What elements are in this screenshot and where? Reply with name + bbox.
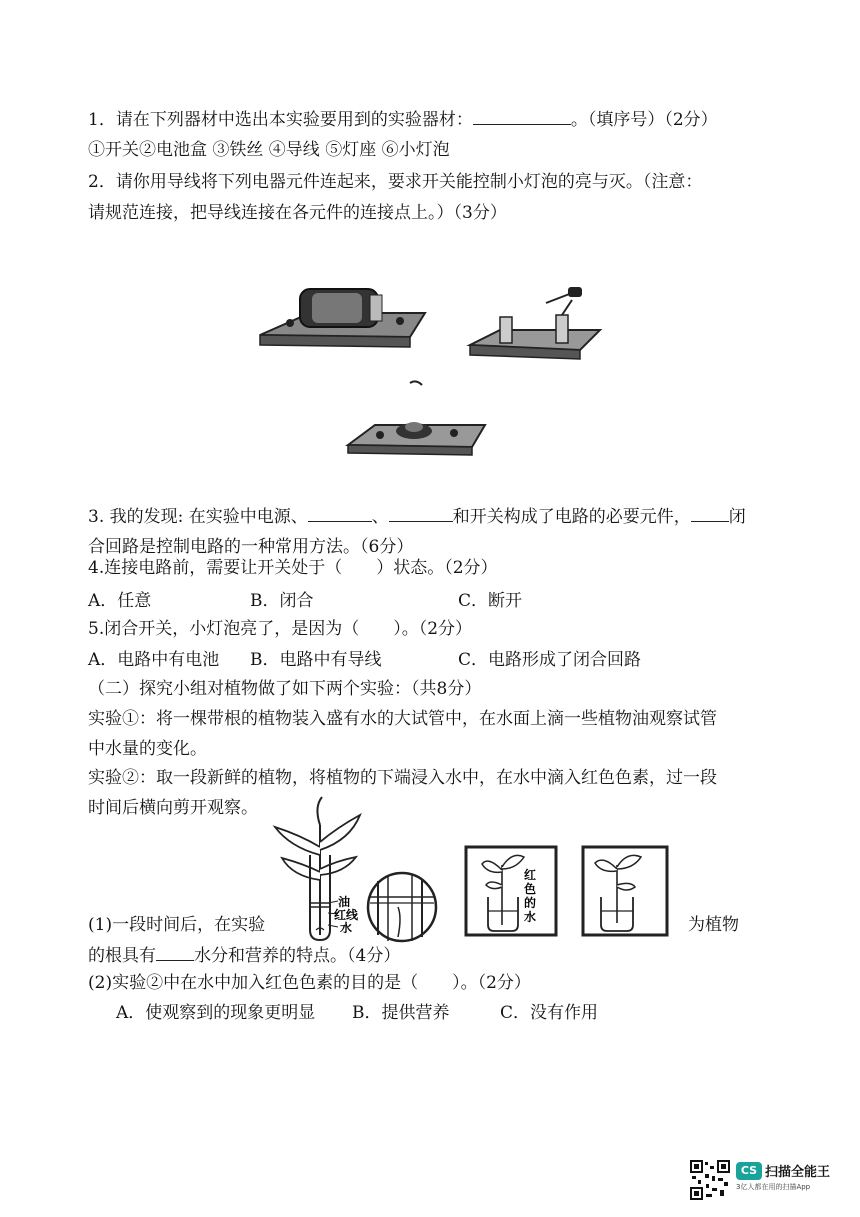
q1-points: 。（填序号）（2分）	[570, 110, 718, 130]
experiment2-vase-figure	[464, 845, 558, 937]
q1-line	[88, 106, 718, 132]
scanner-watermark	[736, 1160, 830, 1192]
sub1-text-c: 的根具有	[88, 946, 156, 966]
label-red-line: 红线	[334, 908, 359, 922]
q1-answer-blank[interactable]	[473, 106, 571, 125]
exp1-line2: 中水量的变化。	[88, 739, 207, 759]
sub2-stem: (2)实验②中在水中加入红色色素的目的是（ ）。（2分）	[88, 973, 531, 993]
q4-option-b[interactable]: B．闭合	[250, 591, 314, 611]
q2-line1: 2．请你用导线将下列电器元件连起来，要求开关能控制小灯泡的亮与灭。（注意：	[88, 172, 703, 192]
lamp-holder	[348, 422, 485, 455]
q3-blank-1[interactable]	[308, 503, 372, 522]
sub2-option-a[interactable]: A．使观察到的现象更明显	[116, 1003, 316, 1023]
scanner-name: 扫描全能王	[765, 1165, 831, 1180]
exp2-line1: 实验②：取一段新鲜的植物，将植物的下端浸入水中，在水中滴入红色色素，过一段	[88, 768, 717, 788]
q5-option-c[interactable]: C．电路形成了闭合回路	[458, 650, 642, 670]
q2-line2: 请规范连接，把导线连接在各元件的连接点上。）（3分）	[88, 203, 507, 223]
q5-stem: 5.闭合开关，小灯泡亮了，是因为（ ）。（2分）	[88, 619, 473, 639]
exp2-line2: 时间后横向剪开观察。	[88, 798, 258, 818]
sub1-line2	[88, 942, 400, 968]
sub2-option-b[interactable]: B．提供营养	[352, 1003, 450, 1023]
sub1-text-b: 为植物	[688, 915, 739, 935]
exp1-line1: 实验①：将一棵带根的植物装入盛有水的大试管中，在水面上滴一些植物油观察试管	[88, 709, 717, 729]
q4-option-c[interactable]: C．断开	[458, 591, 523, 611]
q3-blank-2[interactable]	[389, 503, 453, 522]
label-red-4: 水	[524, 910, 537, 924]
q3-text-a: 3. 我的发现: 在实验中电源、	[88, 507, 308, 527]
battery-box	[260, 289, 425, 347]
label-oil: 油	[338, 895, 351, 909]
q4-stem: 4.连接电路前，需要让开关处于（ ）状态。（2分）	[88, 558, 498, 578]
q4-option-a[interactable]: A．任意	[88, 591, 152, 611]
q3-blank-3[interactable]	[691, 503, 729, 522]
q5-option-b[interactable]: B．电路中有导线	[250, 650, 382, 670]
scanner-tagline: 3亿人都在用的扫描App	[736, 1183, 811, 1191]
experiment1-figure	[270, 795, 440, 945]
part2-heading: （二）探究小组对植物做了如下两个实验：（共8分）	[88, 679, 482, 699]
label-red-2: 色	[524, 882, 537, 896]
label-water: 水	[340, 921, 353, 935]
q3-line2: 合回路是控制电路的一种常用方法。（6分）	[88, 537, 414, 557]
switch	[470, 287, 600, 359]
label-red-3: 的	[524, 896, 537, 910]
q1-text: 1．请在下列器材中选出本实验要用到的实验器材：	[88, 110, 473, 130]
cs-logo-icon: CS	[736, 1162, 762, 1180]
circuit-components-figure	[250, 275, 620, 465]
q3-line1	[88, 503, 746, 529]
qr-code-icon	[690, 1160, 730, 1200]
q3-text-c: 和开关构成了电路的必要元件，	[452, 507, 691, 527]
sub2-option-c[interactable]: C．没有作用	[500, 1003, 599, 1023]
sub1-answer-blank[interactable]	[156, 942, 194, 961]
sub1-text-d: 水分和营养的特点。（4分）	[194, 946, 401, 966]
q3-text-d: 闭	[728, 507, 746, 527]
q3-text-b: 、	[371, 507, 389, 527]
q1-materials: ①开关②电池盒 ③铁丝 ④导线 ⑤灯座 ⑥小灯泡	[88, 140, 450, 160]
experiment2-cut-figure	[581, 845, 669, 937]
label-red-1: 红	[524, 868, 537, 882]
sub1-text-a: (1)一段时间后，在实验	[88, 915, 266, 935]
q5-option-a[interactable]: A．电路中有电池	[88, 650, 220, 670]
